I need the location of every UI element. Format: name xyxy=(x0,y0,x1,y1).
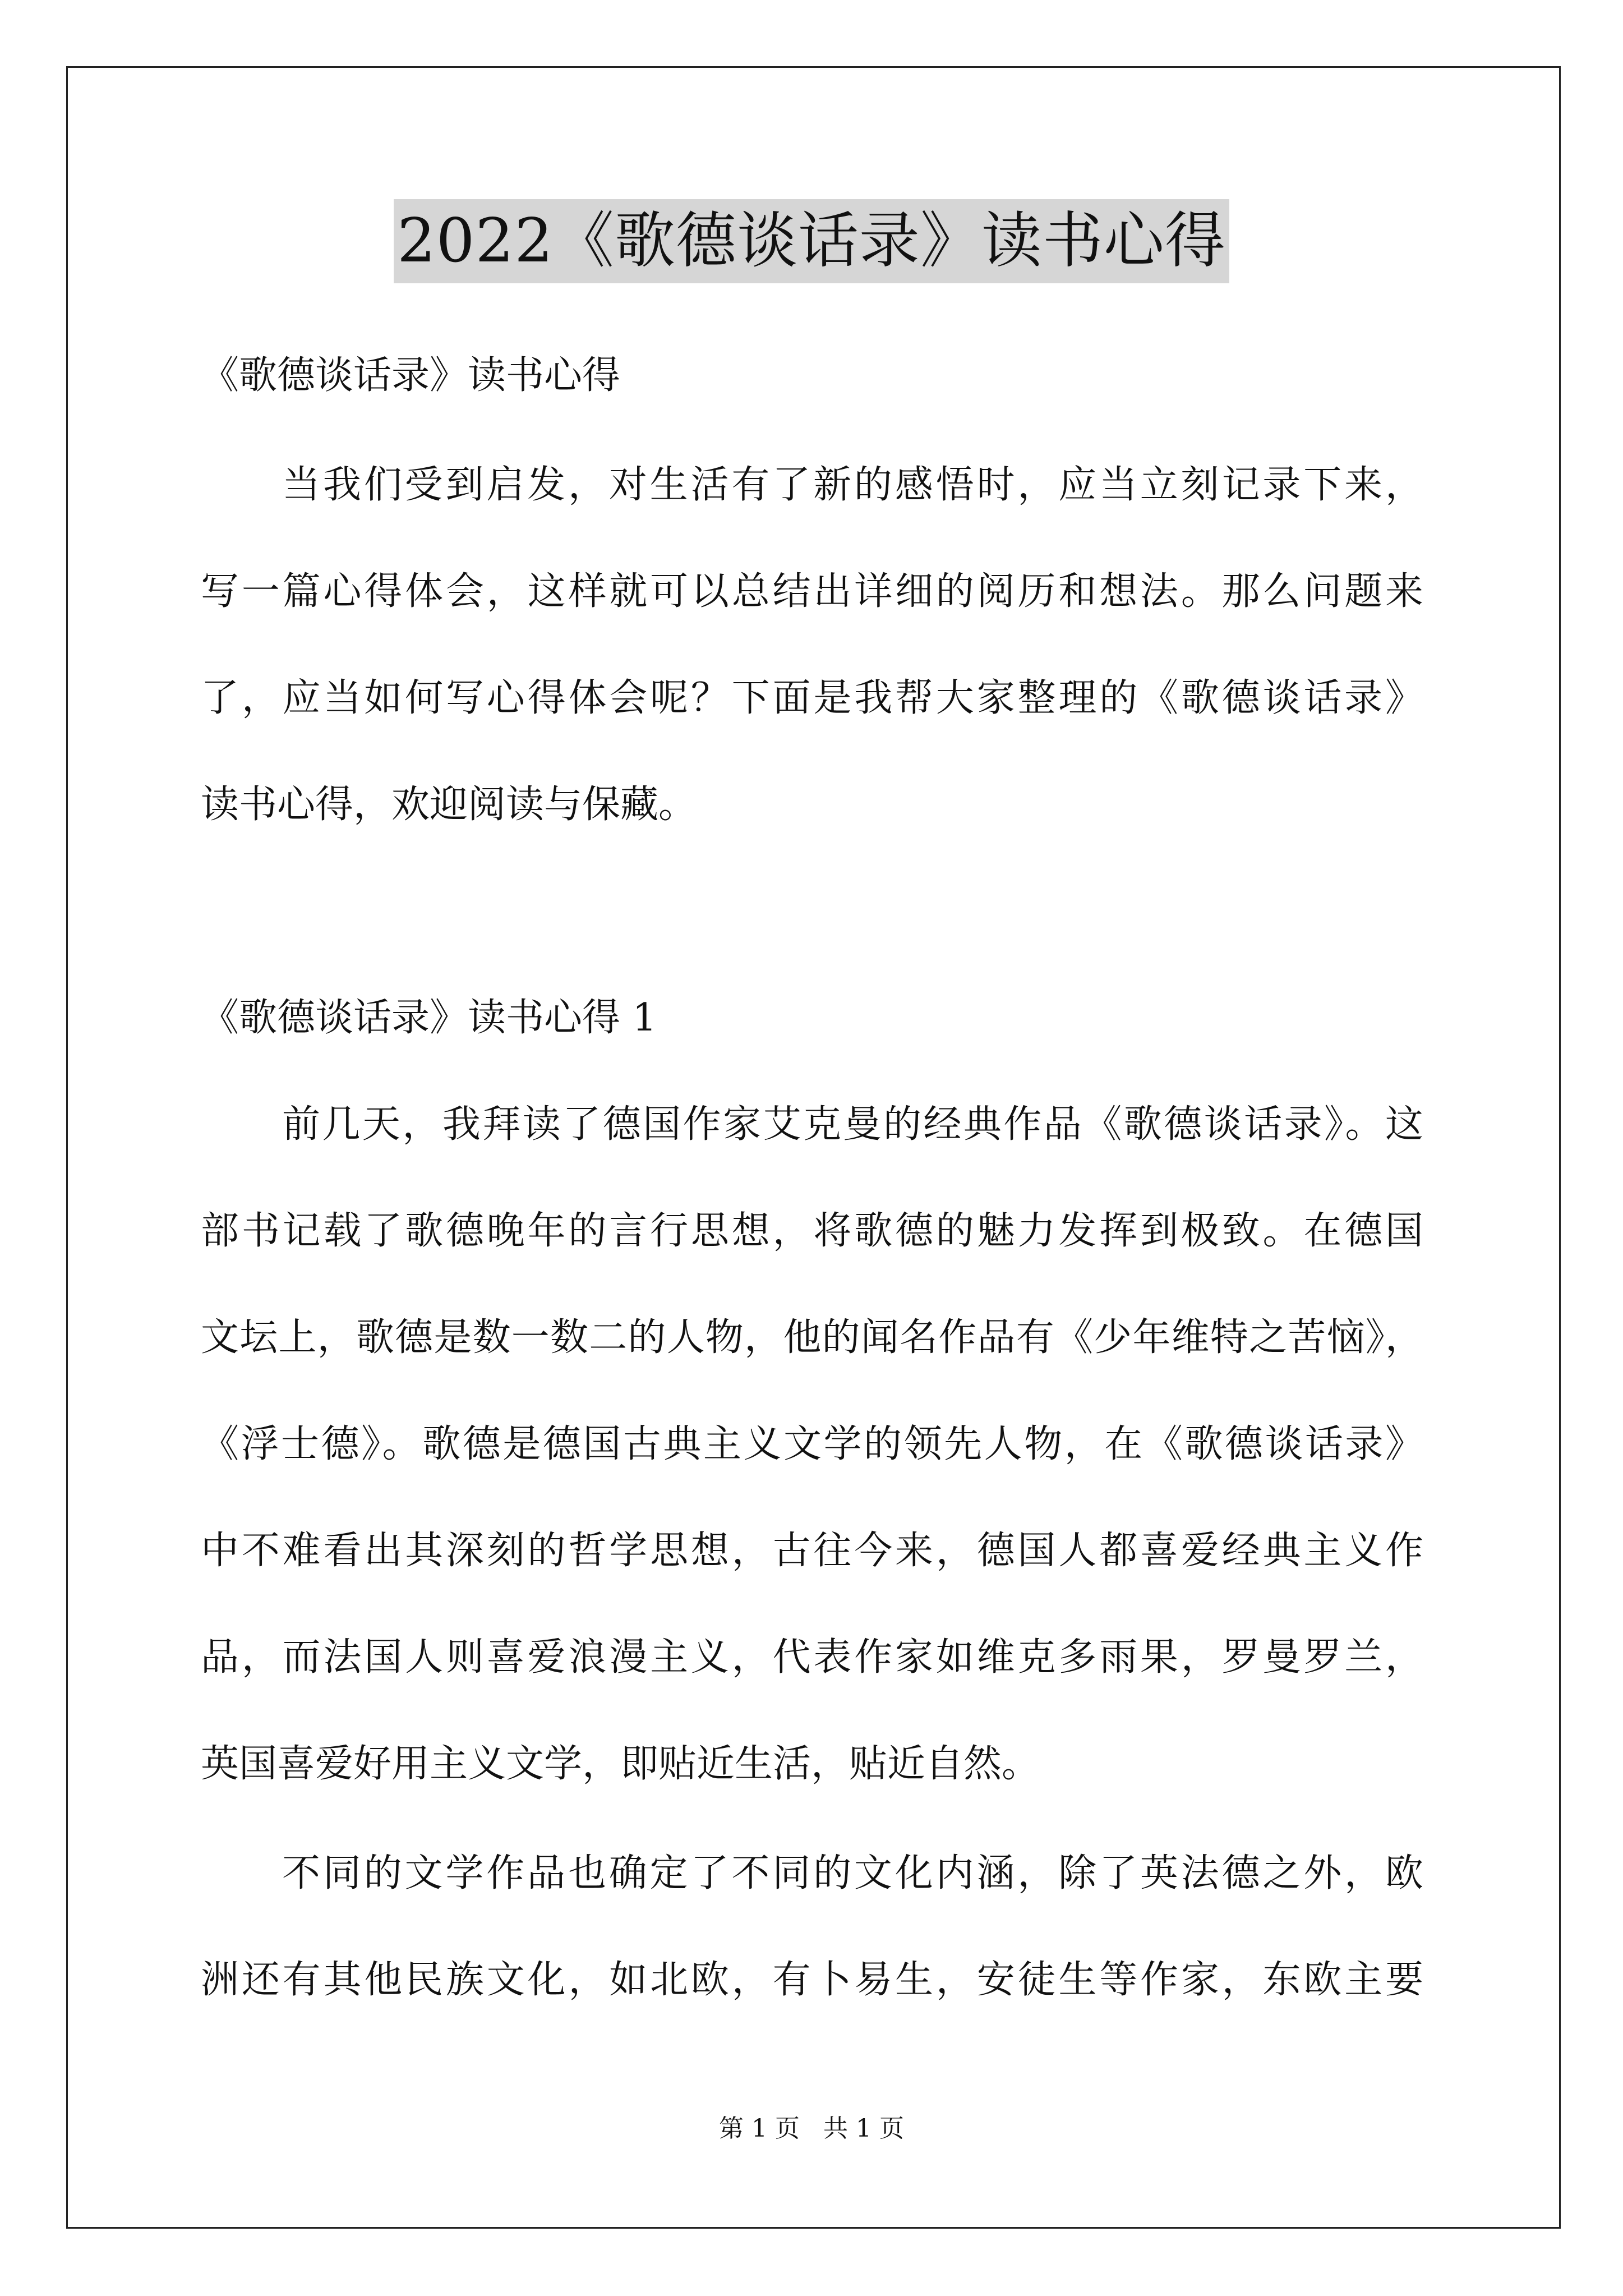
section-heading-1: 《歌德谈话录》读书心得 1 xyxy=(201,996,657,1040)
paragraph-line: 不同的文学作品也确定了不同的文化内涵，除了英法德之外，欧 xyxy=(282,1851,1423,1895)
paragraph-line: 当我们受到启发，对生活有了新的感悟时，应当立刻记录下来， xyxy=(282,463,1423,507)
page-number: 第 1 页 xyxy=(719,2114,800,2143)
paragraph-line: 前几天，我拜读了德国作家艾克曼的经典作品《歌德谈话录》。这 xyxy=(282,1102,1423,1147)
paragraph-line: 部书记载了歌德晚年的言行思想，将歌德的魅力发挥到极致。在德国 xyxy=(201,1209,1423,1253)
paragraph-line: 英国喜爱好用主义文学，即贴近生活，贴近自然。 xyxy=(201,1742,1040,1786)
paragraph-line: 文坛上，歌德是数一数二的人物，他的闻名作品有《少年维特之苦恼》， xyxy=(201,1315,1423,1360)
section-heading-intro: 《歌德谈话录》读书心得 xyxy=(201,353,621,398)
title-container xyxy=(0,199,1623,283)
paragraph-line: 《浮士德》。歌德是德国古典主义文学的领先人物，在《歌德谈话录》 xyxy=(201,1422,1423,1466)
document-title: 2022《歌德谈话录》读书心得 xyxy=(394,199,1229,283)
page-footer xyxy=(0,2112,1623,2146)
paragraph-line: 了，应当如何写心得体会呢？下面是我帮大家整理的《歌德谈话录》 xyxy=(201,676,1423,720)
paragraph-line: 读书心得，欢迎阅读与保藏。 xyxy=(201,783,697,827)
paragraph-line: 写一篇心得体会，这样就可以总结出详细的阅历和想法。那么问题来 xyxy=(201,569,1423,614)
paragraph-line: 洲还有其他民族文化，如北欧，有卜易生，安徒生等作家，东欧主要 xyxy=(201,1958,1423,2002)
paragraph-line: 品，而法国人则喜爱浪漫主义，代表作家如维克多雨果，罗曼罗兰， xyxy=(201,1635,1423,1680)
paragraph-line: 中不难看出其深刻的哲学思想，古往今来，德国人都喜爱经典主义作 xyxy=(201,1529,1423,1573)
page-total: 共 1 页 xyxy=(823,2114,904,2143)
